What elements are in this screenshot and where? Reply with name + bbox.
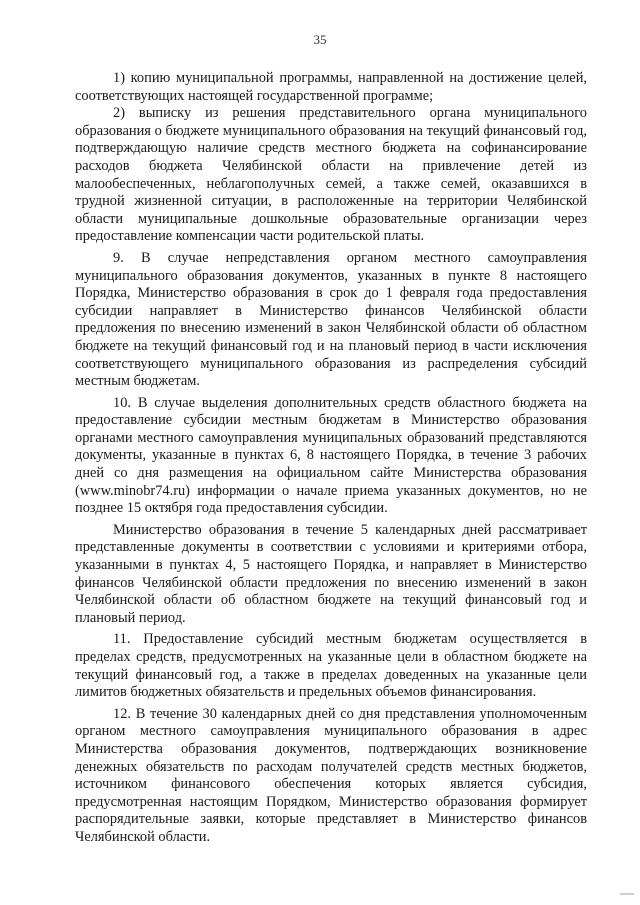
paragraph-clause-9: 9. В случае непредставления органом местного самоуправления муниципального образования документов, указанных в пункте 8 настоящего Порядка, Министерство образования в срок до 1 февраля года предоставления субсидии направляет в Министерство финансов Челябинской области предложения по внесению изменений в закон Челябинской области об областном бюджете на текущий финансовый год и на плановый период в части исключения соответствующего муниципального образования из распределения субсидий местным бюджетам. <box>75 249 587 390</box>
document-body <box>75 70 587 847</box>
page-number: 35 <box>313 32 327 47</box>
paragraph-clause-11: 11. Предоставление субсидий местным бюджетам осуществляется в пределах средств, предусмотренных на указанные цели в областном бюджете на текущий финансовый год, а также в пределах доведенных на указанные цели лимитов бюджетных обязательств и предельных объемов финансирования. <box>75 631 587 701</box>
paragraph-clause-12: 12. В течение 30 календарных дней со дня представления уполномоченным органом местного самоуправления муниципального образования в адрес Министерства образования документов, подтверждающих возникновение денежных обязательств по расходам получателей средств местных бюджетов, источником финансового обеспечения которых является субсидия, предусмотренная настоящим Порядком, Министерство образования формирует распорядительные заявки, которые представляет в Министерство финансов Челябинской области. <box>75 705 587 845</box>
paragraph-item-1: 1) копию муниципальной программы, направленной на достижение целей, соответствующих настоящей государственной программе; <box>75 70 587 104</box>
scan-artifact <box>620 893 634 895</box>
paragraph-clause-10: 10. В случае выделения дополнительных средств областного бюджета на предоставление субсидии местным бюджетам в Министерство образования органами местного самоуправления муниципальных образований представляются документы, указанные в пунктах 6, 8 настоящего Порядка, в течение 3 рабочих дней со дня размещения на официальном сайте Министерства образования (www.minobr74.ru) информации о начале приема указанных документов, но не позднее 15 октября года предоставления субсидии. <box>75 394 587 517</box>
paragraph-clause-10-continuation: Министерство образования в течение 5 календарных дней рассматривает представленные документы в соответствии с условиями и критериями отбора, указанными в пунктах 4, 5 настоящего Порядка, и направляет в Министерство финансов Челябинской области предложения по внесению изменений в закон Челябинской области об областном бюджете на текущий финансовый год и плановый период. <box>75 521 587 626</box>
paragraph-item-2: 2) выписку из решения представительного органа муниципального образования о бюджете муниципального образования на текущий финансовый год, подтверждающую наличие средств местного бюджета на софинансирование расходов бюджета Челябинской области на привлечение детей из малообеспеченных, неблагополучных семей, а также семей, оказавшихся в трудной жизненной ситуации, в расположенные на территории Челябинской области муниципальные дошкольные образовательные организации через предоставление компенсации части родительской платы. <box>75 105 587 245</box>
